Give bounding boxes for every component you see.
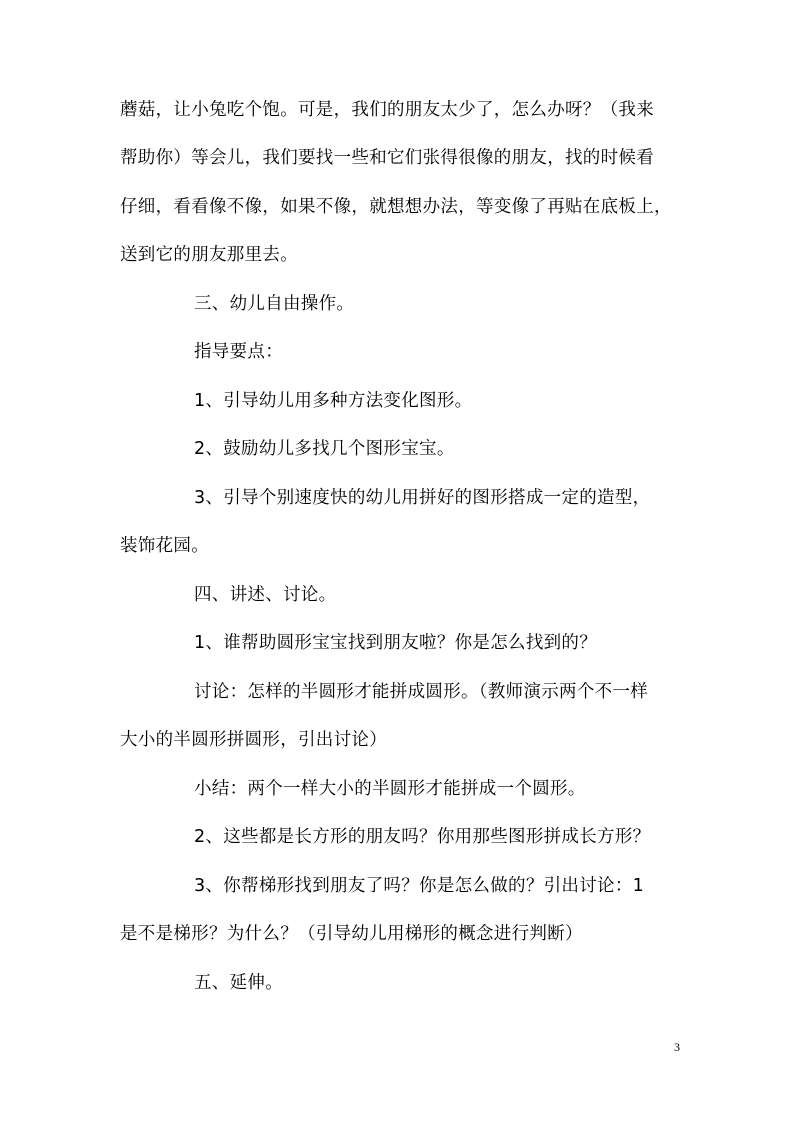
section-heading: 三、幼儿自由操作。 bbox=[194, 294, 355, 314]
guidance-item: 2、鼓励幼儿多找几个图形宝宝。 bbox=[194, 439, 455, 459]
summary-line: 小结：两个一样大小的半圆形才能拼成一个圆形。 bbox=[194, 779, 586, 799]
paragraph-line: 帮助你）等会儿，我们要找一些和它们张得很像的朋友，找的时候看 bbox=[120, 148, 654, 168]
discussion-item: 1、谁帮助圆形宝宝找到朋友啦？你是怎么找到的？ bbox=[194, 633, 598, 653]
discussion-item: 3、你帮梯形找到朋友了吗？你是怎么做的？引出讨论：1 bbox=[194, 876, 645, 896]
guidance-item: 1、引导幼儿用多种方法变化图形。 bbox=[194, 391, 473, 411]
section-heading: 四、讲述、讨论。 bbox=[194, 585, 337, 605]
guidance-heading: 指导要点： bbox=[194, 342, 283, 362]
discussion-line: 讨论：怎样的半圆形才能拼成圆形。（教师演示两个不一样 bbox=[194, 682, 649, 702]
paragraph-line: 送到它的朋友那里去。 bbox=[120, 245, 298, 265]
paragraph-line: 仔细，看看像不像，如果不像，就想想办法，等变像了再贴在底板上， bbox=[120, 197, 672, 217]
paragraph-line: 装饰花园。 bbox=[120, 536, 209, 556]
guidance-item: 3、引导个别速度快的幼儿用拼好的图形搭成一定的造型， bbox=[194, 488, 651, 508]
paragraph-line: 蘑菇，让小兔吃个饱。可是，我们的朋友太少了，怎么办呀？（我来 bbox=[120, 100, 654, 120]
page-number: 3 bbox=[674, 1040, 680, 1054]
section-heading: 五、延伸。 bbox=[194, 973, 283, 993]
discussion-item: 2、这些都是长方形的朋友吗？你用那些图形拼成长方形？ bbox=[194, 827, 651, 847]
paragraph-line: 是不是梯形？为什么？（引导幼儿用梯形的概念进行判断） bbox=[120, 924, 583, 944]
paragraph-line: 大小的半圆形拼圆形，引出讨论） bbox=[120, 730, 387, 750]
